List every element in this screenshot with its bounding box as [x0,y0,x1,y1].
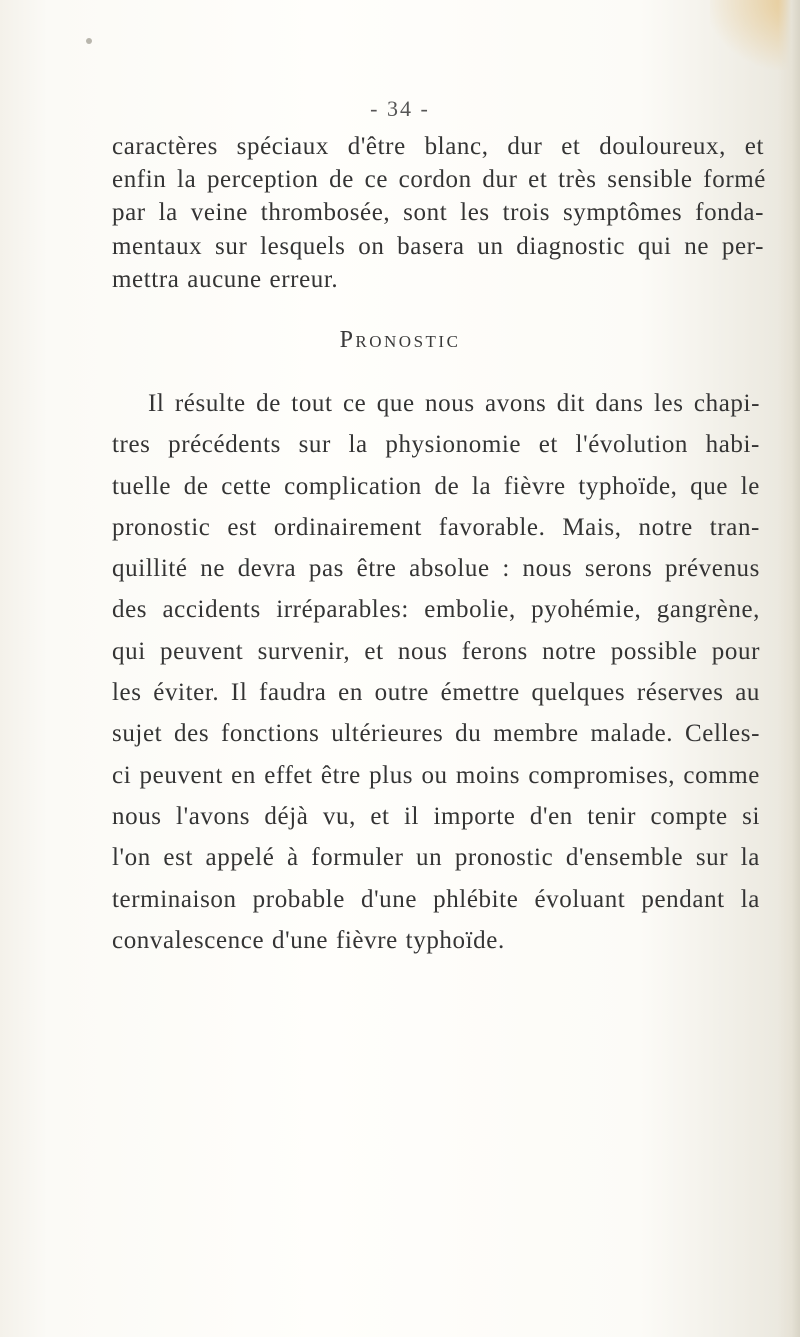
text-line: mettra aucune erreur. [112,265,339,293]
paragraph-prognosis [112,383,800,961]
paragraph-symptoms [112,130,800,296]
text-line: enfin la perception de ce cordon dur et très sensible formé [112,166,766,194]
text-line: terminaison probable d'une phlébite évoluant pendant la [112,885,760,913]
text-line: par la veine thrombosée, sont les trois symptômes fonda- [112,199,764,227]
text-line: qui peuvent survenir, et nous ferons notre possible pour [112,637,760,665]
text-line: caractères spéciaux d'être blanc, dur et douloureux, et [112,133,764,160]
text-line: l'on est appelé à formuler un pronostic d'ensemble sur la [112,844,760,872]
section-heading: Pronostic [339,327,461,353]
text-line: Il résulte de tout ce que nous avons dit dans les chapi- [148,390,760,417]
text-line: tuelle de cette complication de la fièvre typhoïde, que le [112,472,760,500]
text-line: des accidents irréparables: embolie, pyohémie, gangrène, [112,596,760,624]
text-line: tres précédents sur la physionomie et l'évolution habi- [112,431,760,459]
text-line: nous l'avons déjà vu, et il importe d'en tenir compte si [112,802,760,830]
text-line: sujet des fonctions ultérieures du membre malade. Celles- [112,720,760,748]
text-line: convalescence d'une fièvre typhoïde. [112,926,505,954]
page-number: - 34 - [370,96,430,121]
text-line: les éviter. Il faudra en outre émettre quelques réserves au [112,679,760,707]
ink-dot [86,38,92,44]
text-line: quillité ne devra pas être absolue : nous serons prévenus [112,555,760,583]
text-line: mentaux sur lesquels on basera un diagnostic qui ne per- [112,232,764,260]
text-line: pronostic est ordinairement favorable. Mais, notre tran- [112,513,760,541]
text-line: ci peuvent en effet être plus ou moins compromises, comme [112,761,760,789]
